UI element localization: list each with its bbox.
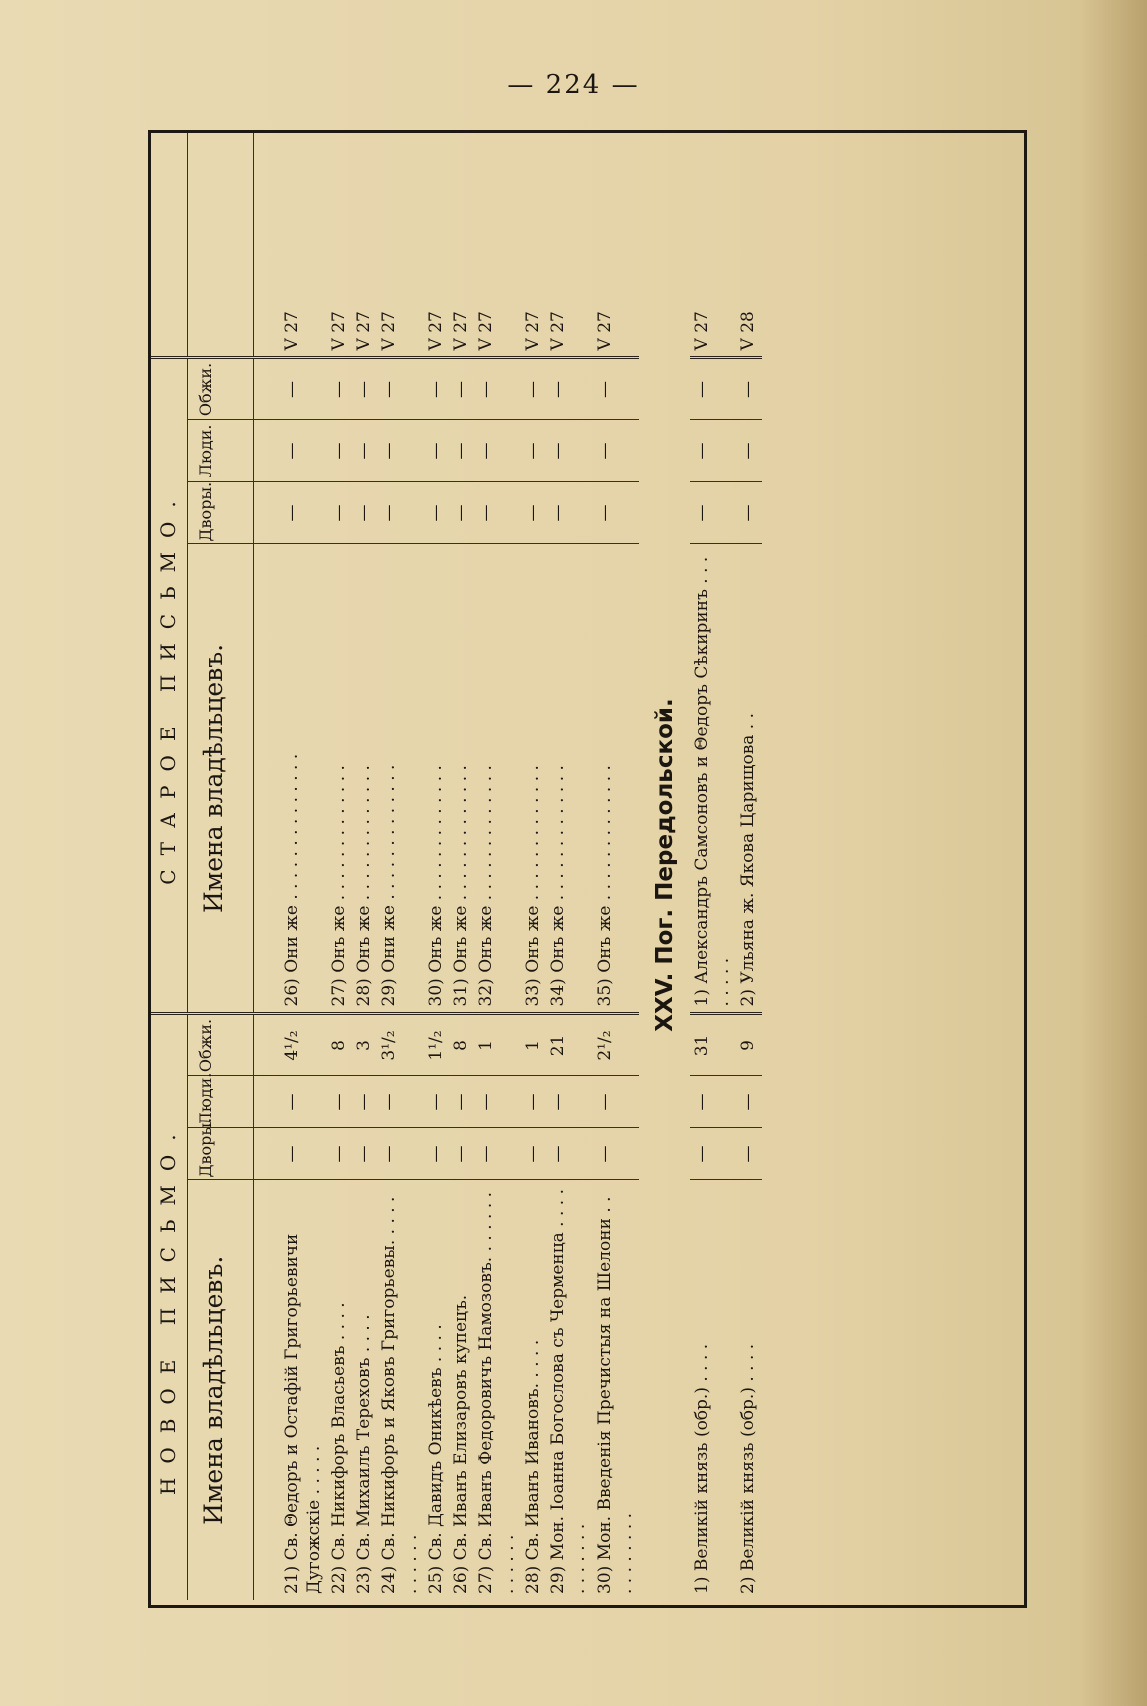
new-owner-name: 28) Св. Иванъ Ивановъ. . . . . bbox=[522, 1339, 543, 1594]
old-dvory-value: — bbox=[254, 482, 327, 544]
old-owner-name: 34) Онъ же . . . . . . . . . . . . . bbox=[546, 544, 593, 1014]
old-lyudi-value: — bbox=[736, 420, 761, 482]
new-lyudi-value: — bbox=[474, 1076, 521, 1128]
old-dvory-value: — bbox=[449, 482, 474, 544]
new-dvory-value: — bbox=[546, 1128, 593, 1180]
reference: V 27 bbox=[254, 130, 327, 358]
new-obzhi-value: 8 bbox=[327, 1014, 352, 1076]
new-obzhi-value: 31 bbox=[690, 1014, 737, 1076]
new-lyudi-value: — bbox=[377, 1076, 424, 1128]
reference: V 27 bbox=[593, 130, 640, 358]
old-obzhi-value: — bbox=[424, 358, 449, 420]
old-dvory-value: — bbox=[424, 482, 449, 544]
reference: V 27 bbox=[474, 130, 521, 358]
old-obzhi-value: — bbox=[352, 358, 377, 420]
old-owner-name: 26) Они же . . . . . . . . . . . . . . bbox=[254, 544, 327, 1014]
old-owner-name: 31) Онъ же . . . . . . . . . . . . . bbox=[449, 544, 474, 1014]
old-letter-header: СТАРОЕ ПИСЬМО. bbox=[150, 358, 188, 1014]
new-owner-name: 1) Великій князь (обр.) . . . . bbox=[691, 1343, 712, 1594]
reference: V 27 bbox=[546, 130, 593, 358]
old-dvory-value: — bbox=[352, 482, 377, 544]
old-dvory-value: — bbox=[377, 482, 424, 544]
old-obzhi-value: — bbox=[449, 358, 474, 420]
old-lyudi-header: Люди. bbox=[188, 420, 254, 482]
old-owner-name: 33) Онъ же . . . . . . . . . . . . . bbox=[521, 544, 546, 1014]
old-obzhi-header: Обжи. bbox=[188, 358, 254, 420]
new-obzhi-value: 3¹/₂ bbox=[377, 1014, 424, 1076]
new-obzhi-value: 1¹/₂ bbox=[424, 1014, 449, 1076]
old-names-header: Имена владѣльцевъ. bbox=[188, 544, 254, 1014]
old-owner-name: 1) Александръ Самсоновъ и Θедоръ Сѣкиринъ . . . . . . . . bbox=[690, 544, 737, 1014]
reference: V 27 bbox=[352, 130, 377, 358]
new-owner-name: 2) Великій князь (обр.) . . . . bbox=[738, 1343, 759, 1594]
old-obzhi-value: — bbox=[593, 358, 640, 420]
new-lyudi-value: — bbox=[521, 1076, 546, 1128]
new-obzhi-header: Обжи. bbox=[188, 1014, 254, 1076]
new-lyudi-value: — bbox=[424, 1076, 449, 1128]
reference: V 27 bbox=[521, 130, 546, 358]
old-lyudi-value: — bbox=[377, 420, 424, 482]
new-dvory-value: — bbox=[521, 1128, 546, 1180]
new-dvory-value: — bbox=[424, 1128, 449, 1180]
old-lyudi-value: — bbox=[546, 420, 593, 482]
new-lyudi-value: — bbox=[254, 1076, 327, 1128]
page-number: — 224 — bbox=[507, 70, 640, 100]
reference: V 27 bbox=[377, 130, 424, 358]
old-dvory-value: — bbox=[593, 482, 640, 544]
new-obzhi-value: 9 bbox=[736, 1014, 761, 1076]
old-lyudi-value: — bbox=[352, 420, 377, 482]
old-obzhi-value: — bbox=[377, 358, 424, 420]
old-lyudi-value: — bbox=[474, 420, 521, 482]
table-frame bbox=[148, 130, 1027, 1608]
new-obzhi-value: 2¹/₂ bbox=[593, 1014, 640, 1076]
old-obzhi-value: — bbox=[521, 358, 546, 420]
old-lyudi-value: — bbox=[254, 420, 327, 482]
old-obzhi-value: — bbox=[327, 358, 352, 420]
old-owner-name: 27) Онъ же . . . . . . . . . . . . . bbox=[327, 544, 352, 1014]
new-lyudi-value: — bbox=[593, 1076, 640, 1128]
old-owner-name: 32) Онъ же . . . . . . . . . . . . . bbox=[474, 544, 521, 1014]
old-lyudi-value: — bbox=[593, 420, 640, 482]
new-dvory-value: — bbox=[327, 1128, 352, 1180]
new-lyudi-header: Люди. bbox=[188, 1076, 254, 1128]
reference: V 27 bbox=[449, 130, 474, 358]
old-lyudi-value: — bbox=[424, 420, 449, 482]
new-dvory-value: — bbox=[736, 1128, 761, 1180]
new-dvory-header: Дворы. bbox=[188, 1128, 254, 1180]
new-dvory-value: — bbox=[377, 1128, 424, 1180]
new-owner-name: 27) Св. Иванъ Федоровичъ Намозовъ. . . . . . . . . . . . . bbox=[476, 1191, 518, 1594]
old-dvory-value: — bbox=[474, 482, 521, 544]
old-owner-name: 35) Онъ же . . . . . . . . . . . . . bbox=[593, 544, 640, 1014]
new-letter-header: НОВОЕ ПИСЬМО. bbox=[150, 1014, 188, 1600]
old-dvory-value: — bbox=[736, 482, 761, 544]
new-owner-name: 30) Мон. Введенія Пречистыя на Шелони . . . . . . . . . . bbox=[594, 1196, 636, 1594]
new-lyudi-value: — bbox=[546, 1076, 593, 1128]
old-dvory-value: — bbox=[690, 482, 737, 544]
reference: V 27 bbox=[690, 130, 737, 358]
new-lyudi-value: — bbox=[327, 1076, 352, 1128]
old-lyudi-value: — bbox=[521, 420, 546, 482]
new-owner-name: 21) Св. Θедоръ и Остафій Григорьевичи Дугожскіе . . . . . bbox=[282, 1233, 324, 1594]
old-lyudi-value: — bbox=[327, 420, 352, 482]
new-obzhi-value: 1 bbox=[521, 1014, 546, 1076]
old-lyudi-value: — bbox=[690, 420, 737, 482]
old-obzhi-value: — bbox=[736, 358, 761, 420]
new-dvory-value: — bbox=[449, 1128, 474, 1180]
new-obzhi-value: 4¹/₂ bbox=[254, 1014, 327, 1076]
new-names-header: Имена владѣльцевъ. bbox=[188, 1180, 254, 1600]
new-lyudi-value: — bbox=[690, 1076, 737, 1128]
new-owner-name: 24) Св. Никифоръ и Яковъ Григорьевы. . . . . . . . . . . bbox=[379, 1196, 421, 1594]
old-dvory-header: Дворы. bbox=[188, 482, 254, 544]
new-dvory-value: — bbox=[690, 1128, 737, 1180]
new-owner-name: 26) Св. Иванъ Елизаровъ купецъ. bbox=[451, 1294, 471, 1594]
new-obzhi-value: 21 bbox=[546, 1014, 593, 1076]
old-obzhi-value: — bbox=[474, 358, 521, 420]
reference: V 27 bbox=[424, 130, 449, 358]
old-dvory-value: — bbox=[546, 482, 593, 544]
new-dvory-value: — bbox=[474, 1128, 521, 1180]
new-lyudi-value: — bbox=[736, 1076, 761, 1128]
new-obzhi-value: 1 bbox=[474, 1014, 521, 1076]
new-dvory-value: — bbox=[254, 1128, 327, 1180]
new-dvory-value: — bbox=[352, 1128, 377, 1180]
old-obzhi-value: — bbox=[254, 358, 327, 420]
new-obzhi-value: 3 bbox=[352, 1014, 377, 1076]
new-owner-name: 23) Св. Михаилъ Тереховъ . . . . bbox=[354, 1314, 374, 1594]
section-title: XXV. Пог. Передольской. bbox=[652, 698, 678, 1032]
old-lyudi-value: — bbox=[449, 420, 474, 482]
new-lyudi-value: — bbox=[352, 1076, 377, 1128]
reference: V 27 bbox=[327, 130, 352, 358]
old-dvory-value: — bbox=[327, 482, 352, 544]
reference: V 28 bbox=[736, 130, 761, 358]
old-obzhi-value: — bbox=[690, 358, 737, 420]
new-obzhi-value: 8 bbox=[449, 1014, 474, 1076]
new-owner-name: 22) Св. Никифоръ Власьевъ . . . . bbox=[328, 1302, 349, 1594]
new-owner-name: 29) Мон. Іоанна Богослова съ Черменца . . . . . . . . . . . bbox=[548, 1188, 590, 1594]
new-dvory-value: — bbox=[593, 1128, 640, 1180]
new-owner-name: 25) Св. Давидъ Оникѣевъ . . . . bbox=[425, 1324, 446, 1594]
old-dvory-value: — bbox=[521, 482, 546, 544]
old-owner-name: 29) Они же . . . . . . . . . . . . . bbox=[377, 544, 424, 1014]
old-owner-name: 28) Онъ же . . . . . . . . . . . . . bbox=[352, 544, 377, 1014]
new-lyudi-value: — bbox=[449, 1076, 474, 1128]
old-owner-name: 2) Ульяна ж. Якова Царищова . . bbox=[736, 544, 761, 1014]
old-obzhi-value: — bbox=[546, 358, 593, 420]
old-owner-name: 30) Онъ же . . . . . . . . . . . . . bbox=[424, 544, 449, 1014]
